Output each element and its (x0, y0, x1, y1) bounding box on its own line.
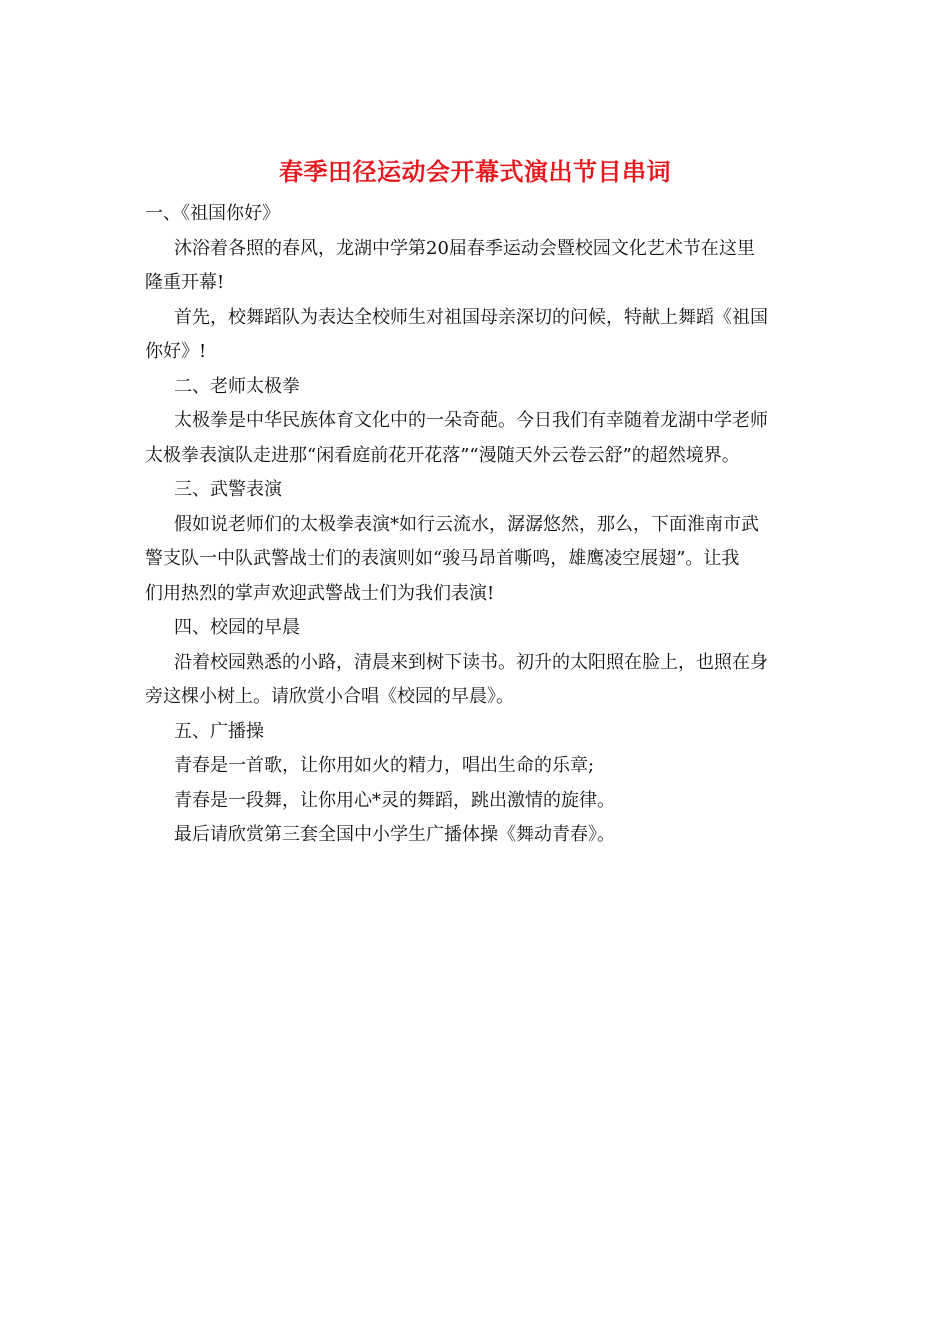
text-line: 一、《祖国你好》 (145, 203, 280, 224)
text-line: 警支队一中队武警战士们的表演则如“骏马昂首嘶鸣，雄鹰凌空展翅”。让我 (145, 548, 740, 569)
text-line: 青春是一首歌，让你用如火的精力，唱出生命的乐章; (174, 755, 595, 776)
document-body (145, 197, 810, 853)
text-line: 旁这棵小树上。请欣赏小合唱《校园的早晨》。 (145, 686, 514, 707)
text-line: 青春是一段舞，让你用心*灵的舞蹈，跳出激情的旋律。 (174, 789, 615, 811)
text-line: 假如说老师们的太极拳表演*如行云流水，潺潺悠然，那么，下面淮南市武 (174, 513, 759, 535)
text-line: 五、广播操 (174, 720, 264, 742)
text-line: 隆重开幕! (145, 272, 225, 293)
text-line: 你好》! (145, 341, 207, 362)
text-line: 二、老师太极拳 (174, 375, 300, 397)
text-line: 最后请欣赏第三套全国中小学生广播体操《舞动青春》。 (174, 824, 615, 845)
text-line: 们用热烈的掌声欢迎武警战士们为我们表演! (145, 582, 495, 604)
text-line: 沿着校园熟悉的小路，清晨来到树下读书。初升的太阳照在脸上，也照在身 (174, 651, 768, 673)
text-line: 三、武警表演 (174, 479, 282, 500)
text-line: 沐浴着各照的春风，龙湖中学第20届春季运动会暨校园文化艺术节在这里 (174, 237, 755, 259)
text-line: 首先，校舞蹈队为表达全校师生对祖国母亲深切的问候，特献上舞蹈《祖国 (174, 306, 768, 328)
text-line: 四、校园的早晨 (174, 617, 300, 638)
text-line: 太极拳是中华民族体育文化中的一朵奇葩。今日我们有幸随着龙湖中学老师 (174, 410, 768, 431)
text-line: 太极拳表演队走进那“闲看庭前花开花落”“漫随天外云卷云舒”的超然境界。 (145, 444, 740, 466)
document-title: 春季田径运动会开幕式演出节目串词 (279, 158, 671, 186)
